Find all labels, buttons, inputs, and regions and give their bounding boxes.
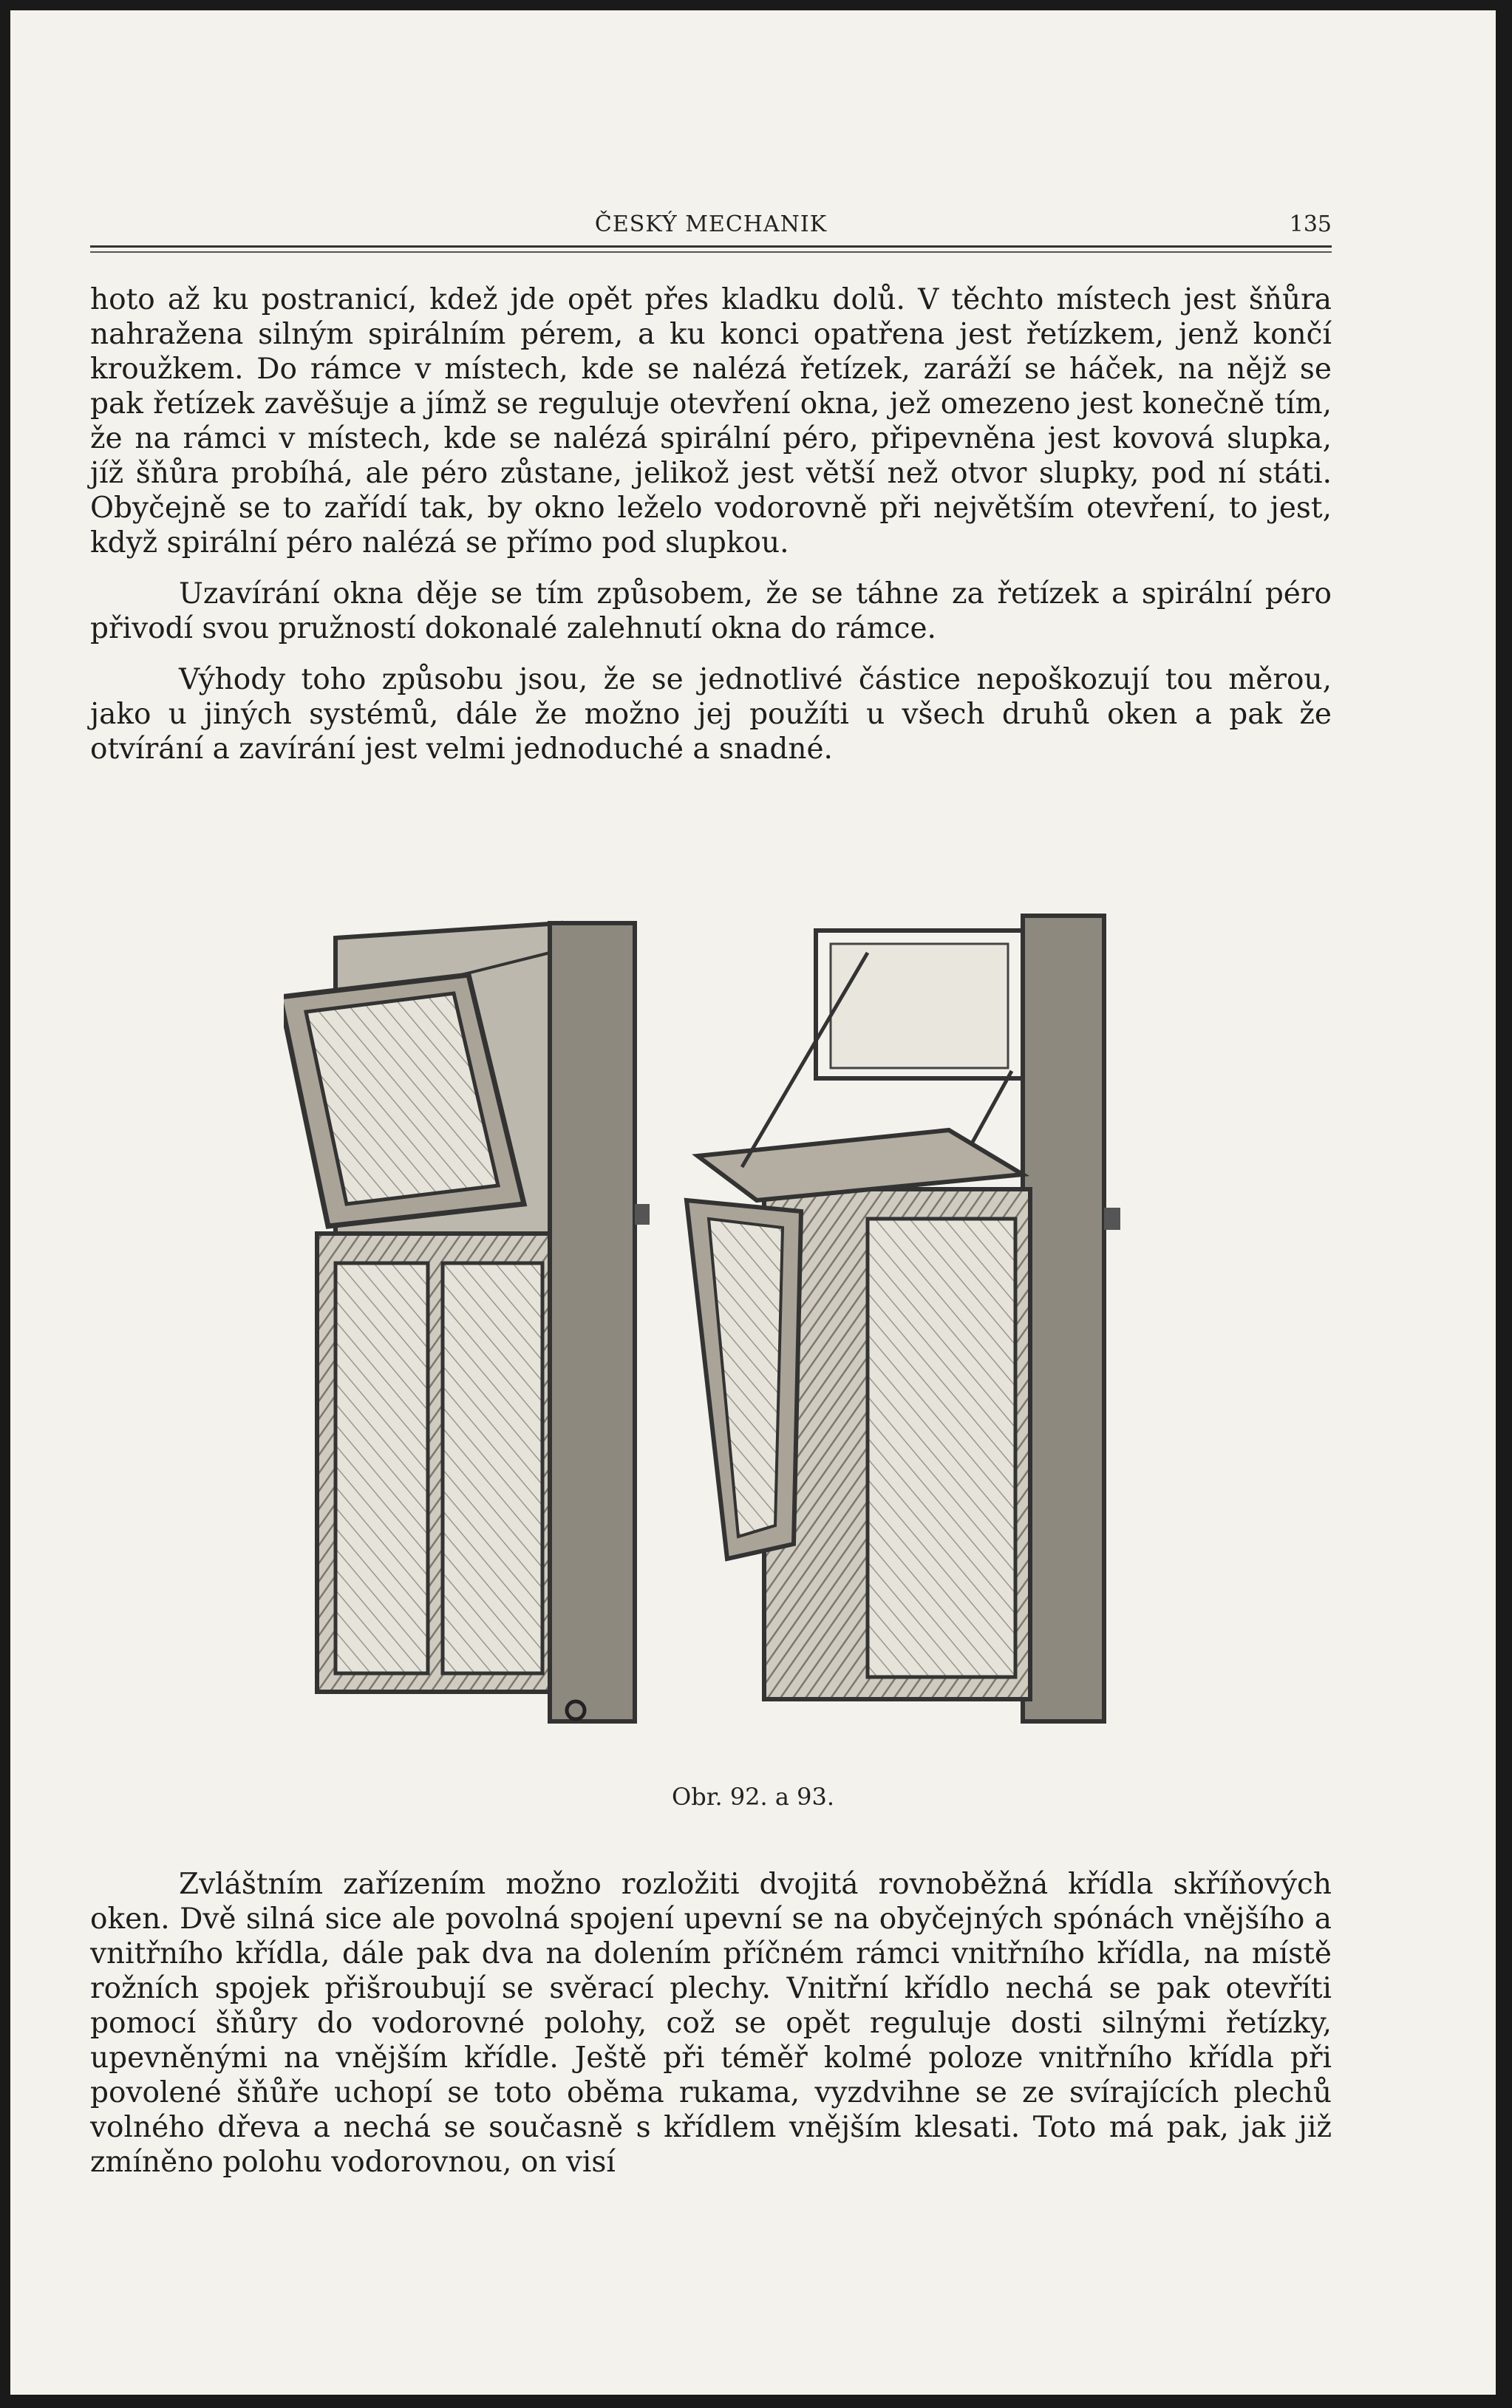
figure-svg bbox=[284, 908, 1237, 1766]
header-rule bbox=[90, 245, 1332, 248]
header-rule-thin bbox=[90, 251, 1332, 253]
body-text-bottom bbox=[90, 1867, 1332, 2180]
running-title: ČESKÝ MECHANIK bbox=[594, 211, 828, 237]
paragraph-2: Uzavírání okna děje se tím způsobem, že se táhne za řetízek a spirální péro přivodí svou pružností dokonalé zalehnutí okna do rámce. bbox=[90, 577, 1332, 645]
book-page bbox=[10, 10, 1496, 2395]
page-number: 135 bbox=[1289, 211, 1332, 237]
body-text-top bbox=[90, 282, 1332, 783]
paragraph-1: hoto až ku postranicí, kdež jde opět přes kladku dolů. V těchto místech jest šňůra nahražena silným spirálním pérem, a ku konci opatřena jest řetízkem, jenž končí kroužkem. Do rámce v místech, kde se nalézá řetízek, zaráží se háček, na nějž se pak řetízek zavěšuje a jímž se reguluje otevření okna, jež omezeno jest konečně tím, že na rámci v místech, kde se nalézá spirální péro, připevněna jest kovová slupka, jíž šňůra probíhá, ale péro zůstane, jelikož jest větší než otvor slupky, pod ní státi. Obyčejně se to zařídí tak, by okno leželo vodorovně při největším otevření, to jest, když spirální péro nalézá se přímo pod slupkou. bbox=[90, 283, 1332, 560]
figure-illustrations bbox=[284, 908, 1237, 1766]
paragraph-4: Zvláštním zařízením možno rozložiti dvojitá rovnoběžná křídla skříňových oken. Dvě silná sice ale povolná spojení upevní se na obyčejných spónách vnějšího a vnitřního křídla, dále pak dva na dolením příčném rámci vnitřního křídla, na místě rožních spojek přišroubují se svěrací plechy. Vnitřní křídlo nechá se pak otevříti pomocí šňůry do vodorovné polohy, což se opět reguluje dosti silnými řetízky, upevněnými na vnějším křídle. Ještě při téměř kolmé poloze vnitřního křídla při povolené šňůře uchopí se toto oběma rukama, vyzdvihne se ze svírajících plechů volného dřeva a nechá se současně s křídlem vnějším klesati. Toto má pak, jak již zmíněno polohu vodorovnou, on visí bbox=[90, 1868, 1332, 2179]
paragraph-3: Výhody toho způsobu jsou, že se jednotlivé částice nepoškozují tou měrou, jako u jiných systémů, dále že možno jej použíti u všech druhů oken a pak že otvírání a zavírání jest velmi jednoduché a snadné. bbox=[90, 663, 1332, 766]
figure-caption: Obr. 92. a 93. bbox=[671, 1783, 835, 1811]
window-illustration-open-double-icon bbox=[687, 916, 1120, 1721]
window-illustration-open-top-icon bbox=[284, 923, 650, 1721]
page-header bbox=[90, 201, 1332, 250]
